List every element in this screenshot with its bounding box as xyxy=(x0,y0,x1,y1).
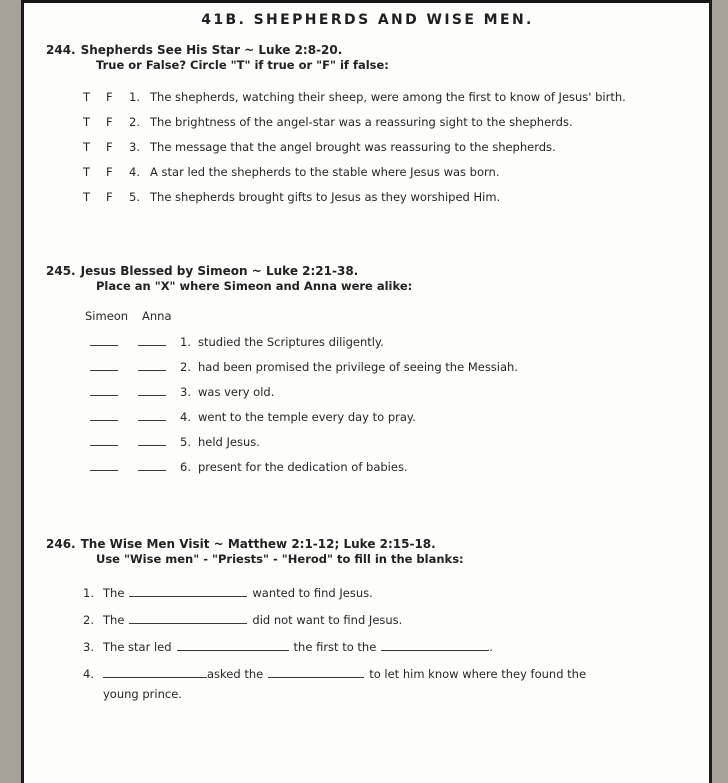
section-244-number: 244. xyxy=(46,43,76,57)
item-number: 6. xyxy=(180,460,191,474)
section-246-heading xyxy=(46,537,689,552)
item-number: 2. xyxy=(83,613,94,627)
worksheet-page xyxy=(21,0,712,783)
item-text-post: . xyxy=(489,640,493,654)
item-number: 3. xyxy=(129,140,140,154)
false-option[interactable]: F xyxy=(106,165,113,179)
false-option[interactable]: F xyxy=(106,140,113,154)
section-244-title: Shepherds See His Star ~ Luke 2:8-20. xyxy=(80,43,343,57)
match-item-1 xyxy=(90,334,689,349)
false-option[interactable]: F xyxy=(106,190,113,204)
item-text: A star led the shepherds to the stable where Jesus was born. xyxy=(150,165,500,179)
true-option[interactable]: T xyxy=(83,115,91,129)
match-item-6 xyxy=(90,459,689,474)
item-text: held Jesus. xyxy=(198,435,260,449)
section-245-number: 245. xyxy=(46,264,76,278)
section-246-number: 246. xyxy=(46,537,76,551)
section-246-instruction: Use "Wise men" - "Priests" - "Herod" to fill in the blanks: xyxy=(96,552,464,566)
section-245-title: Jesus Blessed by Simeon ~ Luke 2:21-38. xyxy=(80,264,359,278)
item-text-post: wanted to find Jesus. xyxy=(252,586,373,600)
item-text: studied the Scriptures diligently. xyxy=(198,335,384,349)
column-headers xyxy=(85,309,689,323)
section-244-instruction: True or False? Circle "T" if true or "F" if false: xyxy=(96,58,389,72)
simeon-answer-blank[interactable] xyxy=(90,334,118,346)
answer-blank[interactable] xyxy=(268,666,364,678)
true-option[interactable]: T xyxy=(83,140,91,154)
fill-item-3 xyxy=(83,639,689,654)
fill-item-2 xyxy=(83,612,689,627)
item-number: 5. xyxy=(129,190,140,204)
section-245-heading xyxy=(46,264,689,279)
section-244-heading xyxy=(46,43,689,58)
answer-blank[interactable] xyxy=(129,612,247,624)
match-item-5 xyxy=(90,434,689,449)
anna-answer-blank[interactable] xyxy=(138,384,166,396)
item-number: 2. xyxy=(180,360,191,374)
answer-blank[interactable] xyxy=(381,639,489,651)
fill-in-list xyxy=(46,585,689,701)
item-text-continuation: young prince. xyxy=(103,687,182,701)
anna-answer-blank[interactable] xyxy=(138,359,166,371)
tf-item-4 xyxy=(83,165,689,179)
item-text-pre: The xyxy=(103,586,125,600)
item-text: was very old. xyxy=(198,385,275,399)
simeon-answer-blank[interactable] xyxy=(90,359,118,371)
item-text: had been promised the privilege of seeing the Messiah. xyxy=(198,360,518,374)
item-text-mid: asked the xyxy=(207,667,264,681)
answer-blank[interactable] xyxy=(129,585,247,597)
item-number: 4. xyxy=(180,410,191,424)
item-text-post: to let him know where they found the xyxy=(369,667,587,681)
tf-item-5 xyxy=(83,190,689,204)
page-title: 41B. SHEPHERDS AND WISE MEN. xyxy=(201,12,534,28)
fill-item-1 xyxy=(83,585,689,600)
item-text: went to the temple every day to pray. xyxy=(198,410,416,424)
item-number: 4. xyxy=(83,667,94,681)
section-245-instruction: Place an "X" where Simeon and Anna were alike: xyxy=(96,279,413,293)
item-text: The shepherds, watching their sheep, were among the first to know of Jesus' birth. xyxy=(150,90,626,104)
section-246 xyxy=(46,537,689,701)
true-false-list xyxy=(46,90,689,204)
matching-list xyxy=(46,334,689,474)
section-244 xyxy=(46,43,689,204)
fill-item-4 xyxy=(83,666,689,701)
item-number: 3. xyxy=(180,385,191,399)
item-text-post: did not want to find Jesus. xyxy=(252,613,403,627)
anna-answer-blank[interactable] xyxy=(138,409,166,421)
false-option[interactable]: F xyxy=(106,115,113,129)
item-text: The shepherds brought gifts to Jesus as they worshiped Him. xyxy=(150,190,501,204)
item-text-pre: The star led xyxy=(103,640,172,654)
true-option[interactable]: T xyxy=(83,190,91,204)
section-246-title: The Wise Men Visit ~ Matthew 2:1-12; Luke 2:15-18. xyxy=(80,537,436,551)
item-number: 1. xyxy=(129,90,140,104)
item-text-pre: The xyxy=(103,613,125,627)
item-text: The message that the angel brought was reassuring to the shepherds. xyxy=(150,140,556,154)
match-item-3 xyxy=(90,384,689,399)
simeon-answer-blank[interactable] xyxy=(90,409,118,421)
tf-item-3 xyxy=(83,140,689,154)
anna-answer-blank[interactable] xyxy=(138,334,166,346)
match-item-4 xyxy=(90,409,689,424)
simeon-answer-blank[interactable] xyxy=(90,459,118,471)
item-text-mid: the first to the xyxy=(293,640,377,654)
item-number: 2. xyxy=(129,115,140,129)
item-number: 1. xyxy=(180,335,191,349)
item-number: 1. xyxy=(83,586,94,600)
match-item-2 xyxy=(90,359,689,374)
item-number: 5. xyxy=(180,435,191,449)
column-header-simeon: Simeon xyxy=(85,309,129,323)
answer-blank[interactable] xyxy=(177,639,289,651)
item-text: The brightness of the angel-star was a reassuring sight to the shepherds. xyxy=(150,115,573,129)
true-option[interactable]: T xyxy=(83,165,91,179)
section-245 xyxy=(46,264,689,474)
item-number: 3. xyxy=(83,640,94,654)
column-header-anna: Anna xyxy=(142,309,172,323)
item-number: 4. xyxy=(129,165,140,179)
anna-answer-blank[interactable] xyxy=(138,459,166,471)
true-option[interactable]: T xyxy=(83,90,91,104)
simeon-answer-blank[interactable] xyxy=(90,384,118,396)
answer-blank[interactable] xyxy=(103,666,207,678)
tf-item-1 xyxy=(83,90,689,104)
tf-item-2 xyxy=(83,115,689,129)
item-text: present for the dedication of babies. xyxy=(198,460,408,474)
simeon-answer-blank[interactable] xyxy=(90,434,118,446)
false-option[interactable]: F xyxy=(106,90,113,104)
anna-answer-blank[interactable] xyxy=(138,434,166,446)
